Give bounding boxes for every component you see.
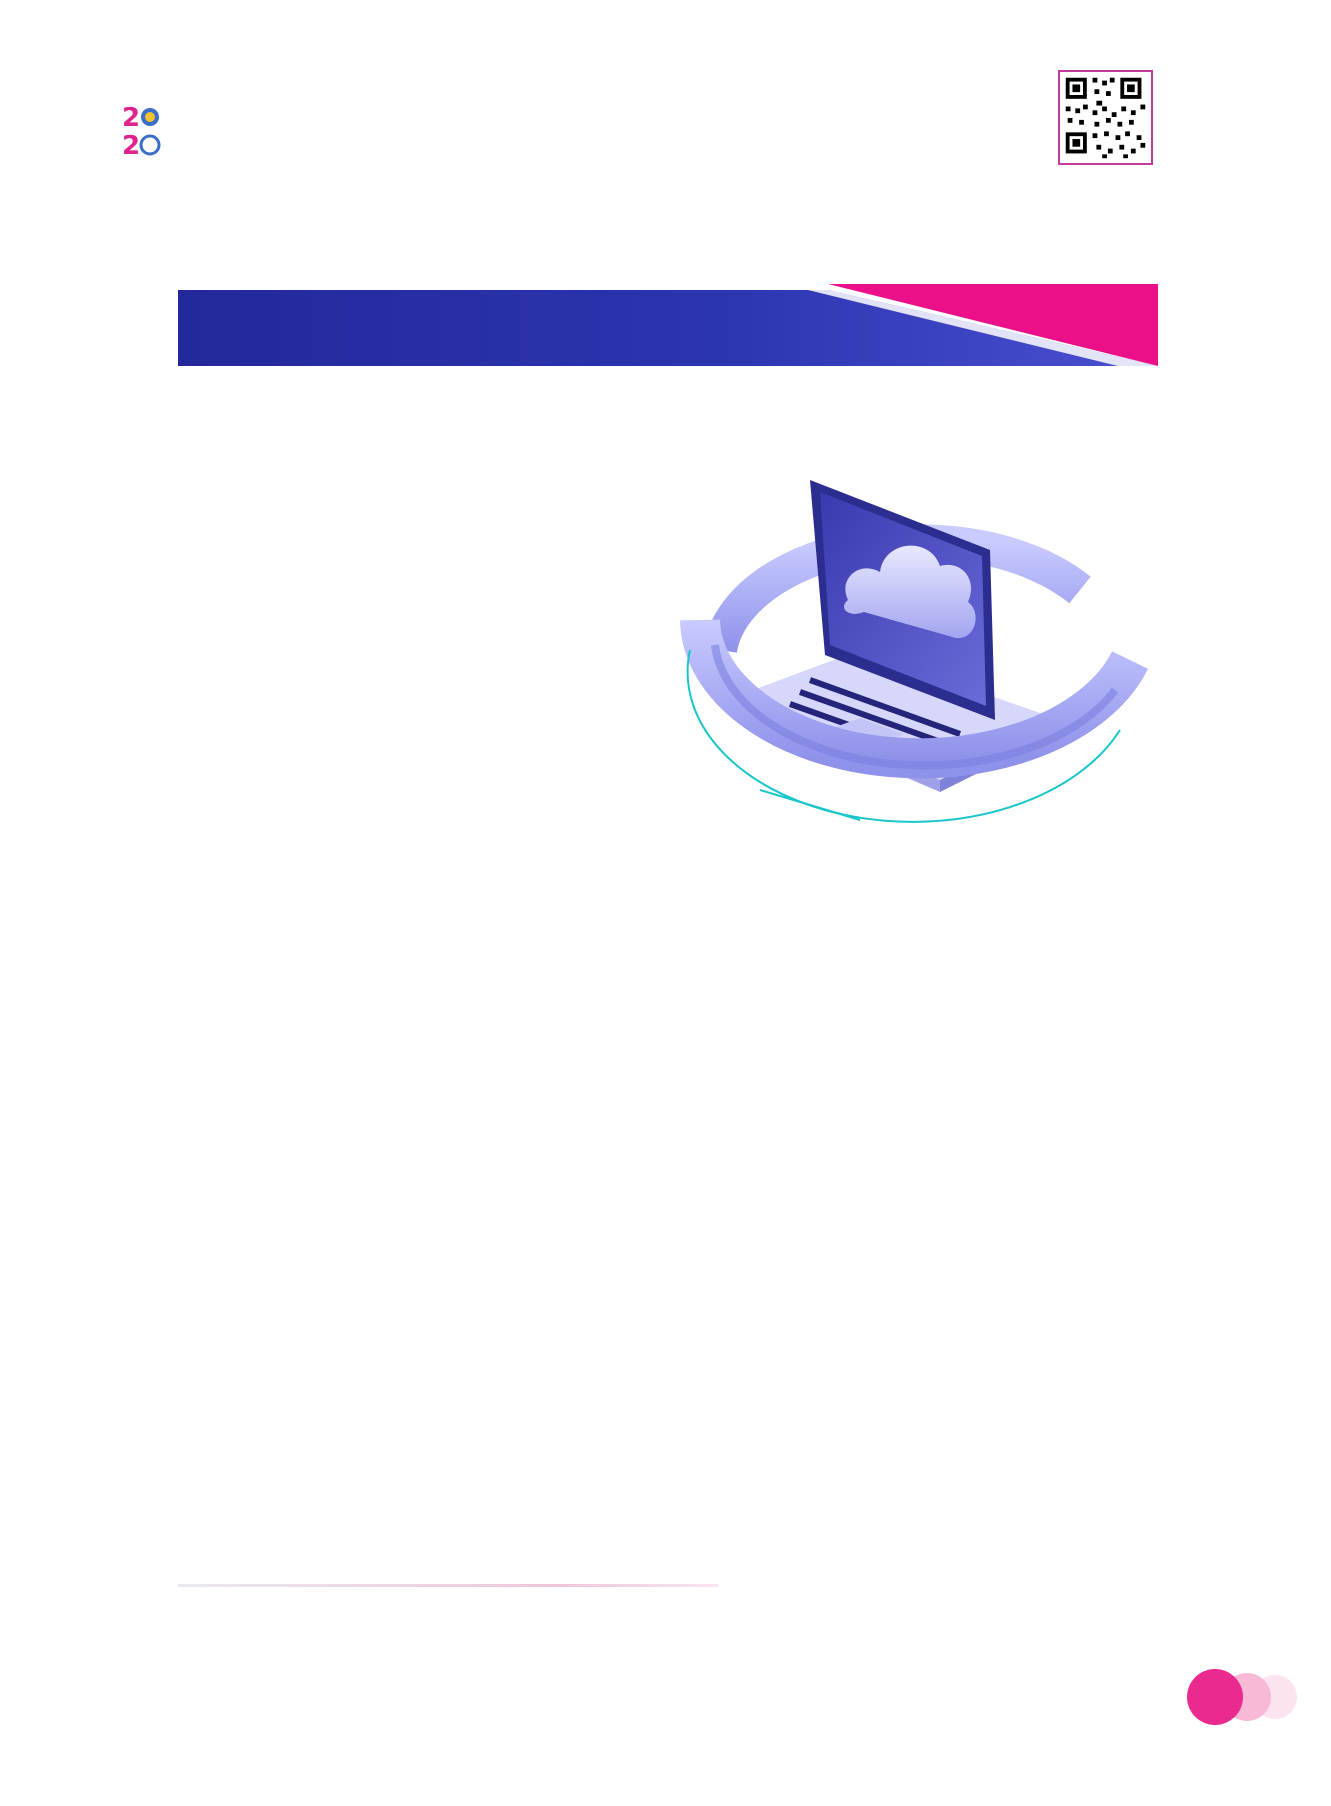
section-banner xyxy=(178,284,1158,366)
laptop-cloud-illustration xyxy=(660,440,1150,900)
competition-structure-chart xyxy=(170,1008,1170,1523)
year-2020-logo xyxy=(122,100,162,160)
svg-text:2: 2 xyxy=(122,103,141,133)
svg-text:2: 2 xyxy=(122,131,141,160)
page-number-badge xyxy=(1185,1668,1305,1726)
qr-code[interactable] xyxy=(1058,70,1153,165)
caption-underline xyxy=(178,1584,718,1587)
